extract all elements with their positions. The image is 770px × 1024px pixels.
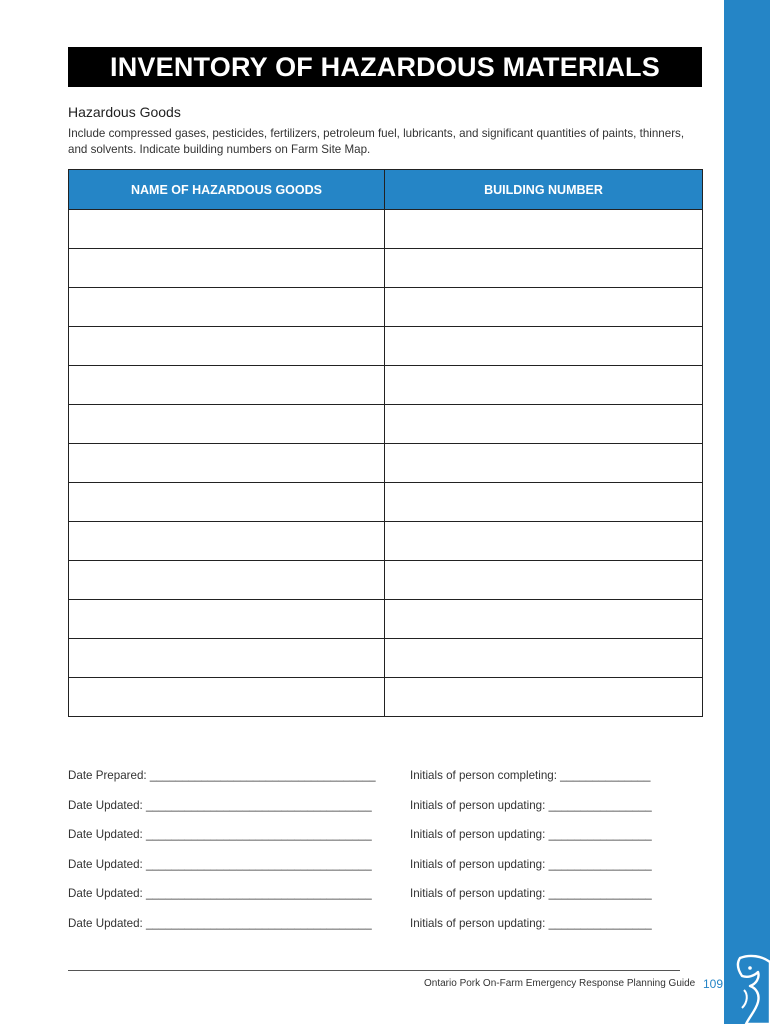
date-updated-field[interactable]: Date Updated: ___________________________________ <box>68 798 372 812</box>
hazardous-good-name-cell[interactable] <box>69 639 385 678</box>
table-row <box>69 405 703 444</box>
building-number-cell[interactable] <box>385 639 703 678</box>
signoff-row <box>68 799 708 829</box>
table-header-row <box>69 170 703 210</box>
footer-guide-title: Ontario Pork On-Farm Emergency Response Planning Guide <box>424 978 696 989</box>
hazardous-good-name-cell[interactable] <box>69 522 385 561</box>
building-number-cell[interactable] <box>385 210 703 249</box>
signoff-row <box>68 917 708 947</box>
table-row <box>69 522 703 561</box>
table-row <box>69 327 703 366</box>
column-header-name: NAME OF HAZARDOUS GOODS <box>69 170 385 210</box>
hazardous-good-name-cell[interactable] <box>69 210 385 249</box>
table-row <box>69 639 703 678</box>
hazardous-good-name-cell[interactable] <box>69 678 385 717</box>
page-title: INVENTORY OF HAZARDOUS MATERIALS <box>68 47 702 87</box>
table-row <box>69 483 703 522</box>
table-row <box>69 366 703 405</box>
page-number: 109 <box>703 977 724 991</box>
date-updated-field[interactable]: Date Updated: ___________________________________ <box>68 916 372 930</box>
instructions-text: Include compressed gases, pesticides, fertilizers, petroleum fuel, lubricants, and significant quantities of paints, thinners, and solvents. Indicate building numbers on Farm Site Map. <box>68 127 685 156</box>
building-number-cell[interactable] <box>385 405 703 444</box>
building-number-cell[interactable] <box>385 561 703 600</box>
signoff-row <box>68 828 708 858</box>
hazardous-good-name-cell[interactable] <box>69 561 385 600</box>
table-row <box>69 210 703 249</box>
date-updated-field[interactable]: Date Updated: ___________________________________ <box>68 828 372 841</box>
signoff-row <box>68 769 708 799</box>
pig-logo-icon <box>720 950 770 1024</box>
section-heading: Hazardous Goods <box>68 104 181 120</box>
hazardous-good-name-cell[interactable] <box>69 327 385 366</box>
hazardous-good-name-cell[interactable] <box>69 366 385 405</box>
column-header-building: BUILDING NUMBER <box>385 170 703 210</box>
hazardous-good-name-cell[interactable] <box>69 249 385 288</box>
hazardous-good-name-cell[interactable] <box>69 444 385 483</box>
initials-updating-field[interactable]: Initials of person updating: ________________ <box>410 916 652 930</box>
signoff-section <box>68 769 708 946</box>
initials-completing-field[interactable]: Initials of person completing: ______________ <box>410 769 651 782</box>
hazardous-good-name-cell[interactable] <box>69 600 385 639</box>
table-row <box>69 600 703 639</box>
date-updated-field[interactable]: Date Updated: ___________________________________ <box>68 857 372 871</box>
table-row <box>69 444 703 483</box>
building-number-cell[interactable] <box>385 327 703 366</box>
building-number-cell[interactable] <box>385 366 703 405</box>
hazardous-goods-table <box>68 169 703 717</box>
signoff-row <box>68 887 708 917</box>
initials-updating-field[interactable]: Initials of person updating: ________________ <box>410 857 652 871</box>
footer-divider <box>68 970 680 971</box>
table-row <box>69 561 703 600</box>
building-number-cell[interactable] <box>385 444 703 483</box>
date-updated-field[interactable]: Date Updated: ___________________________________ <box>68 887 372 900</box>
building-number-cell[interactable] <box>385 678 703 717</box>
date-prepared-field[interactable]: Date Prepared: ___________________________________ <box>68 769 376 782</box>
side-accent-bar <box>724 0 770 1024</box>
building-number-cell[interactable] <box>385 522 703 561</box>
initials-updating-field[interactable]: Initials of person updating: ________________ <box>410 828 652 841</box>
hazardous-good-name-cell[interactable] <box>69 288 385 327</box>
table-row <box>69 288 703 327</box>
hazardous-good-name-cell[interactable] <box>69 483 385 522</box>
hazardous-good-name-cell[interactable] <box>69 405 385 444</box>
initials-updating-field[interactable]: Initials of person updating: ________________ <box>410 887 652 900</box>
table-row <box>69 249 703 288</box>
table-row <box>69 678 703 717</box>
building-number-cell[interactable] <box>385 483 703 522</box>
building-number-cell[interactable] <box>385 249 703 288</box>
building-number-cell[interactable] <box>385 600 703 639</box>
building-number-cell[interactable] <box>385 288 703 327</box>
signoff-row <box>68 858 708 888</box>
initials-updating-field[interactable]: Initials of person updating: ________________ <box>410 798 652 812</box>
